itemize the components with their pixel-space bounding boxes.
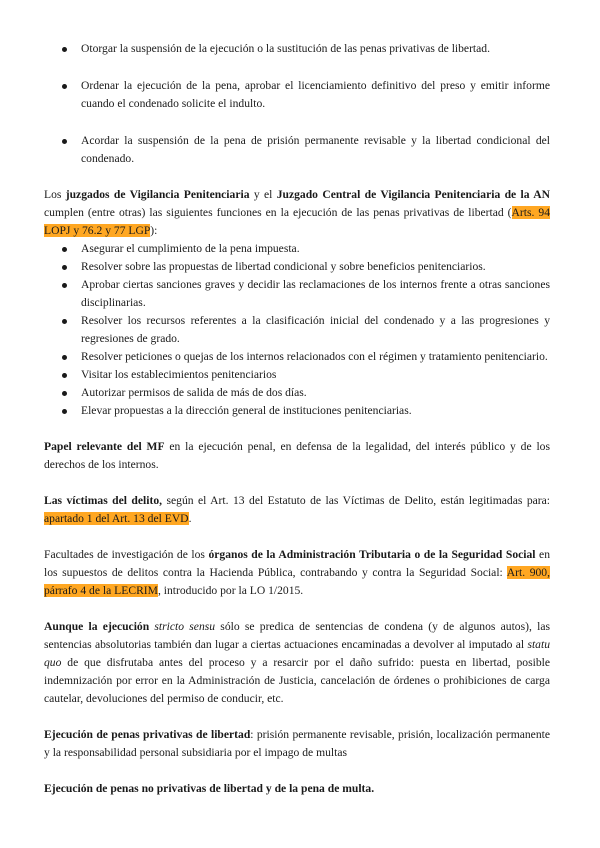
list-item: Resolver sobre las propuestas de libertad condicional y sobre beneficios penitenciarios.	[44, 258, 550, 276]
list-item: Autorizar permisos de salida de más de dos días.	[44, 384, 550, 402]
bullet-icon	[62, 409, 67, 414]
list-item: Resolver los recursos referentes a la clasificación inicial del condenado y a las progresiones y regresiones de grado.	[44, 312, 550, 348]
list-item: Asegurar el cumplimiento de la pena impuesta.	[44, 240, 550, 258]
bullet-icon	[62, 319, 67, 324]
facultades-paragraph: Facultades de investigación de los órganos de la Administración Tributaria o de la Seguridad Social en los supuestos de delitos contra la Hacienda Pública, contrabando y contra la Seguridad Social: Art. 900, párrafo 4 de la LECRIM, introducido por la LO 1/2015.	[44, 548, 550, 597]
legal-reference-highlight: apartado 1 del Art. 13 del EVD	[44, 512, 189, 525]
bullet-icon	[62, 265, 67, 270]
bullet-icon	[62, 355, 67, 360]
list-item: Elevar propuestas a la dirección general de instituciones penitenciarias.	[44, 402, 550, 420]
victimas-paragraph: Las víctimas del delito, según el Art. 13 del Estatuto de las Víctimas de Delito, están legitimadas para: apartado 1 del Art. 13 del EVD.	[44, 494, 550, 525]
ejecucion-privativas-paragraph: Ejecución de penas privativas de libertad: prisión permanente revisable, prisión, localización permanente y la responsabilidad personal subsidiaria por el impago de multas	[44, 728, 550, 759]
list-item: Otorgar la suspensión de la ejecución o la sustitución de las penas privativas de libertad.	[44, 40, 550, 58]
list-item: Visitar los establecimientos penitenciarios	[44, 366, 550, 384]
bullet-icon	[62, 283, 67, 288]
top-bullet-list	[44, 40, 550, 168]
bullet-icon	[62, 47, 67, 52]
bullet-icon	[62, 84, 67, 89]
legal-reference-highlight: Arts. 94 LOPJ y 76.2 y 77 LGP	[44, 206, 551, 237]
bullet-icon	[62, 247, 67, 252]
list-item: Ordenar la ejecución de la pena, aprobar el licenciamiento definitivo del preso y emitir informe cuando el condenado solicite el indulto.	[44, 77, 550, 113]
list-item: Resolver peticiones o quejas de los internos relacionados con el régimen y tratamiento penitenciario.	[44, 348, 550, 366]
list-item: Aprobar ciertas sanciones graves y decidir las reclamaciones de los internos frente a otras sanciones disciplinarias.	[44, 276, 550, 312]
aunque-paragraph: Aunque la ejecución stricto sensu sólo se predica de sentencias de condena (y de algunos autos), las sentencias absolutorias también dan lugar a ciertas actuaciones encaminadas a devolver al imputado al statu quo de que disfrutaba antes del proceso y a resarcir por el daño sufrido: puesta en libertad, posible indemnización por error en la Administración de Justicia, cancelación de órdenes o prohibiciones de carga cautelar, devoluciones del permiso de conducir, etc.	[44, 620, 550, 705]
juzgados-paragraph: Los juzgados de Vigilancia Penitenciaria y el Juzgado Central de Vigilancia Penitenciaria de la AN cumplen (entre otras) las siguientes funciones en la ejecución de las penas privativas de libertad (Arts. 94 LOPJ y 76.2 y 77 LGP):	[44, 188, 551, 237]
mf-paragraph: Papel relevante del MF en la ejecución penal, en defensa de la legalidad, del interés público y de los derechos de los internos.	[44, 440, 550, 471]
bullet-icon	[62, 139, 67, 144]
document-body	[44, 40, 550, 816]
list-item: Acordar la suspensión de la pena de prisión permanente revisable y la libertad condicional del condenado.	[44, 132, 550, 168]
legal-reference-highlight: Art. 900, párrafo 4 de la LECRIM	[44, 566, 550, 597]
bullet-icon	[62, 391, 67, 396]
juzgados-bullet-list	[44, 240, 550, 420]
bullet-icon	[62, 373, 67, 378]
ejecucion-no-privativas-heading: Ejecución de penas no privativas de libertad y de la pena de multa.	[44, 782, 375, 795]
